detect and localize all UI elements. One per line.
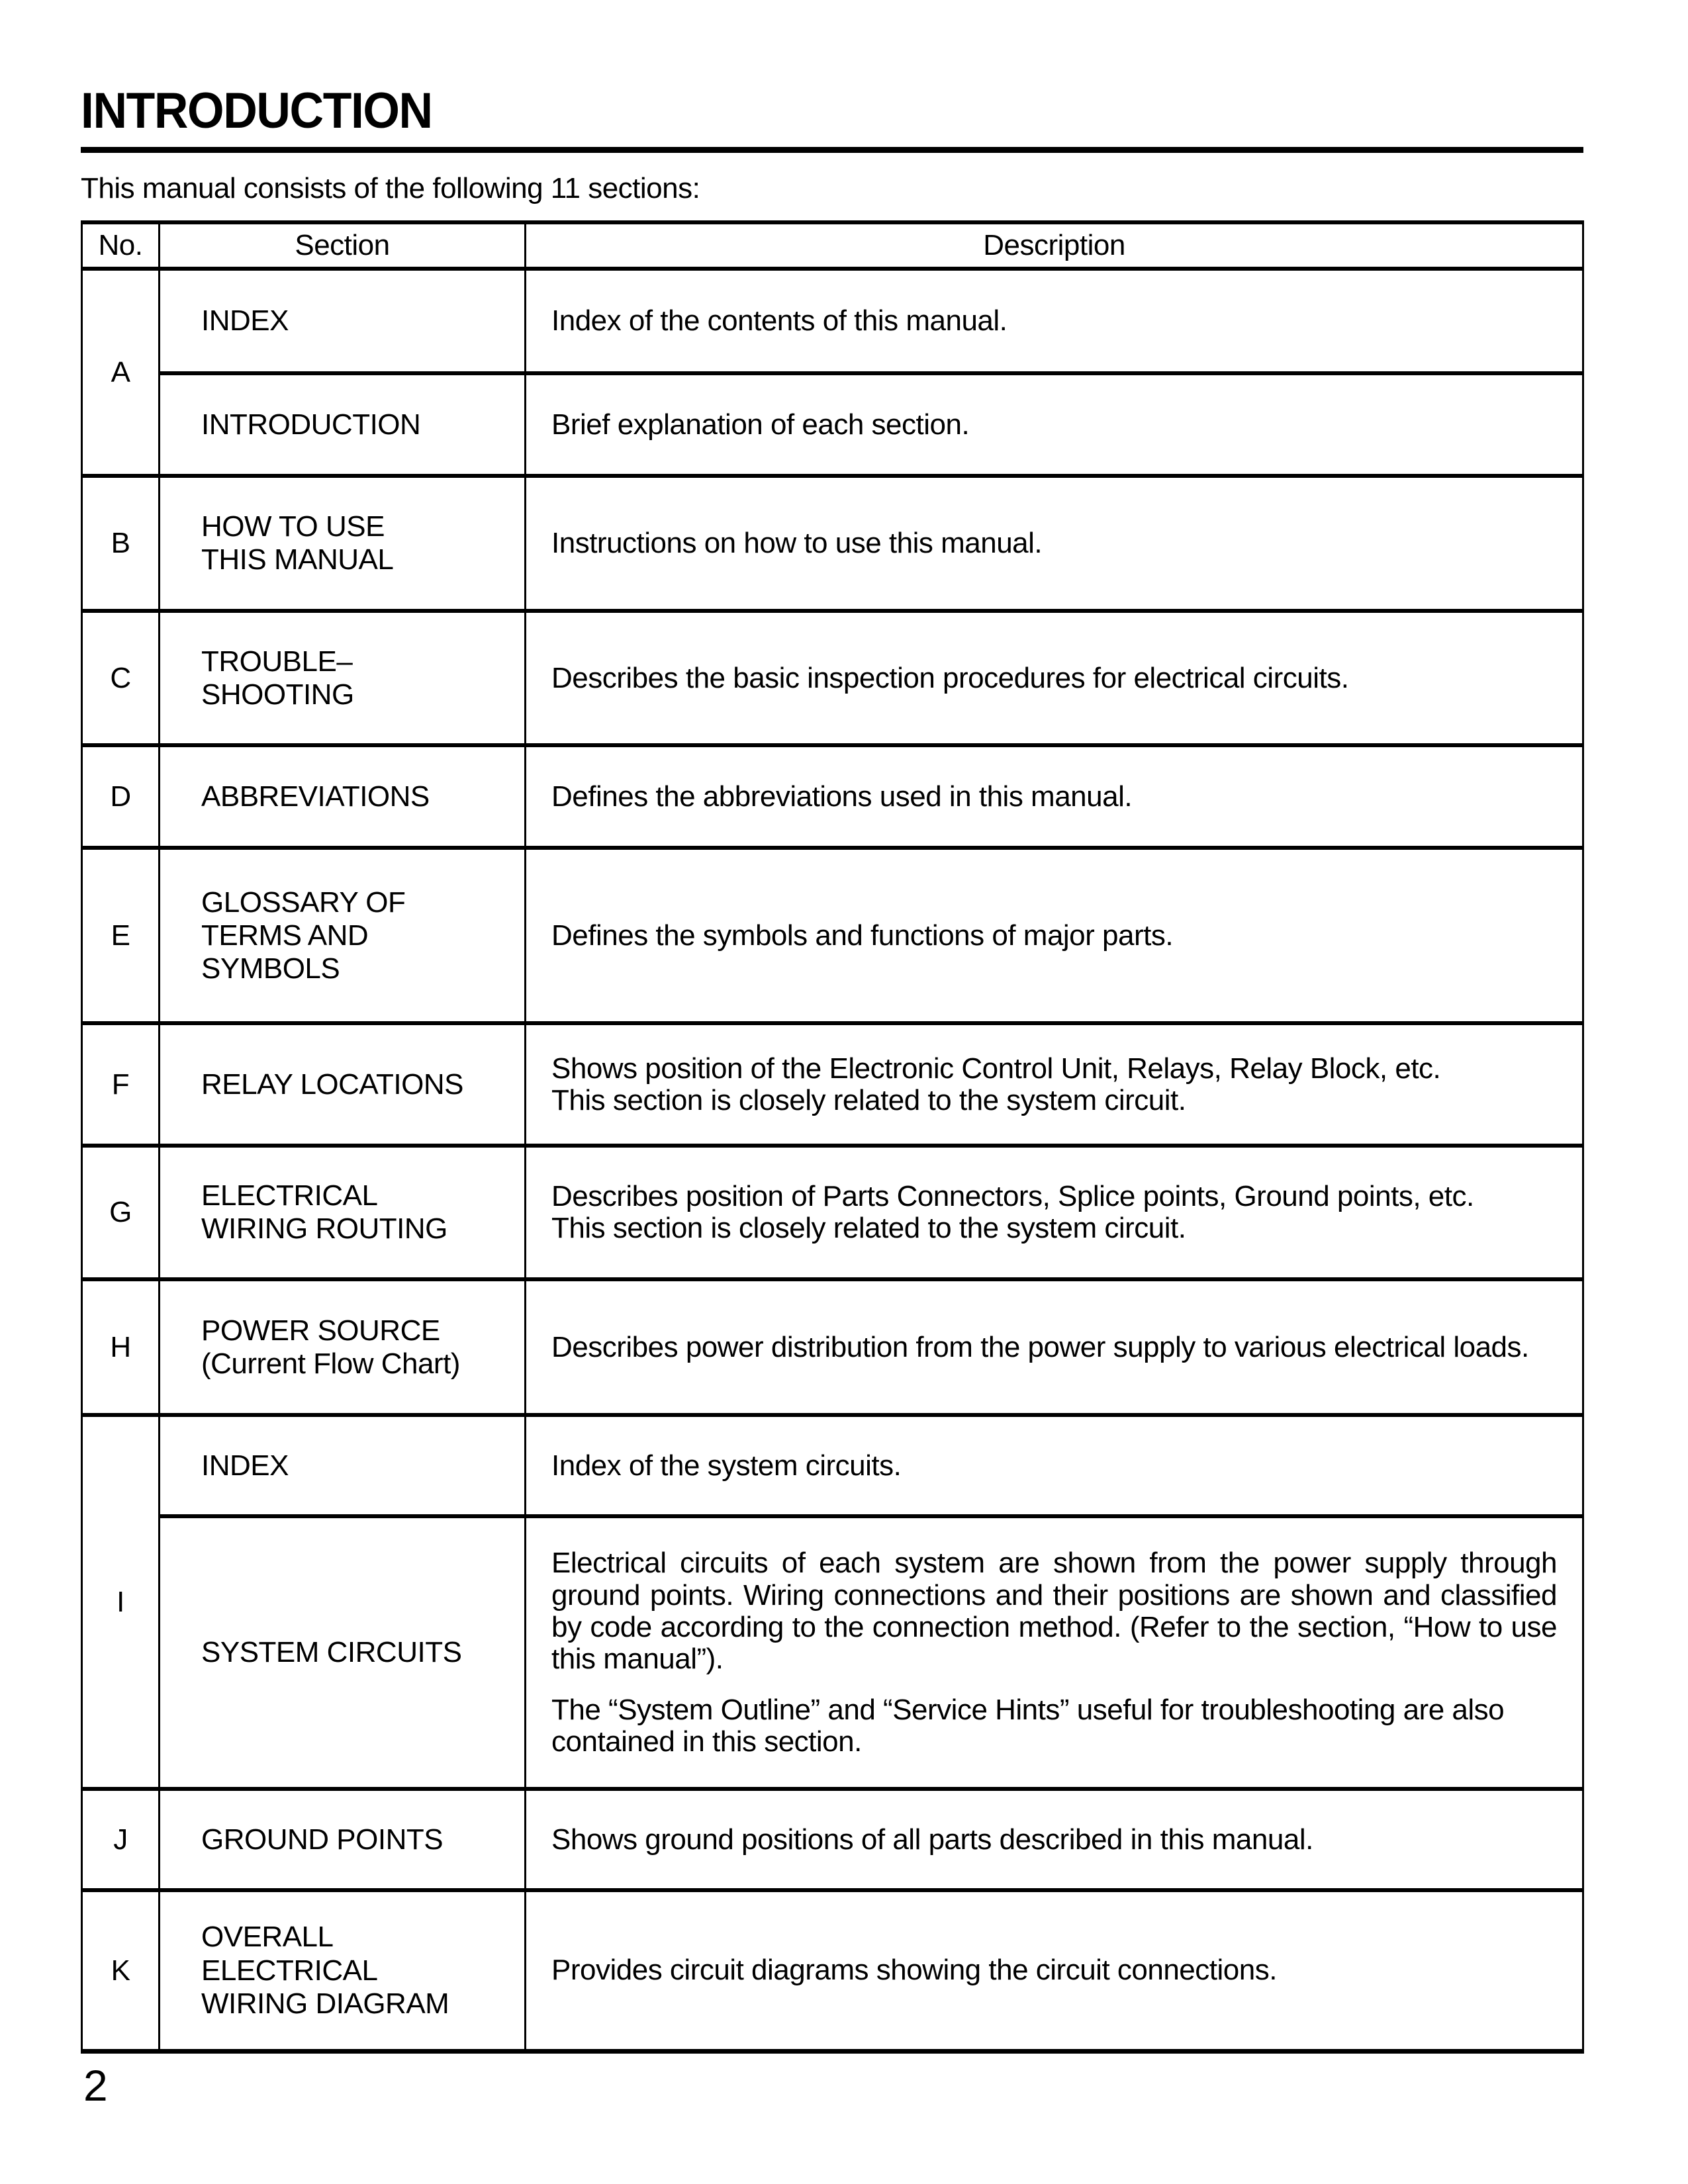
- page-number: 2: [83, 2061, 108, 2110]
- table-row-c: [82, 611, 1583, 745]
- intro-text: This manual consists of the following 11 sections:: [81, 172, 700, 205]
- section-name: INDEX: [160, 1415, 526, 1516]
- section-name: POWER SOURCE (Current Flow Chart): [160, 1279, 526, 1415]
- section-name: INTRODUCTION: [160, 373, 526, 476]
- section-name: HOW TO USE THIS MANUAL: [160, 476, 526, 611]
- section-name: RELAY LOCATIONS: [160, 1023, 526, 1146]
- col-header-no: No.: [82, 222, 160, 269]
- section-name: ABBREVIATIONS: [160, 745, 526, 848]
- section-name: GLOSSARY OF TERMS AND SYMBOLS: [160, 848, 526, 1023]
- table-row-f: [82, 1023, 1583, 1146]
- section-description: Shows ground positions of all parts described in this manual.: [526, 1789, 1583, 1890]
- col-header-section: Section: [160, 222, 526, 269]
- row-letter: F: [82, 1023, 160, 1146]
- row-letter: I: [82, 1415, 160, 1789]
- section-name: INDEX: [160, 269, 526, 373]
- table-row-i-system-circuits: [82, 1516, 1583, 1789]
- row-letter: E: [82, 848, 160, 1023]
- page-title: INTRODUCTION: [81, 83, 432, 139]
- row-letter: A: [82, 269, 160, 476]
- section-description: Index of the contents of this manual.: [526, 269, 1583, 373]
- table-row-i-index: [82, 1415, 1583, 1516]
- section-description: Describes position of Parts Connectors, Splice points, Ground points, etc. This section is closely related to the system circuit.: [526, 1146, 1583, 1279]
- title-rule: [81, 147, 1583, 153]
- table-row-a-index: [82, 269, 1583, 373]
- col-header-description: Description: [526, 222, 1583, 269]
- table-row-e: [82, 848, 1583, 1023]
- sections-table: [81, 220, 1584, 2054]
- section-description: Provides circuit diagrams showing the circuit connections.: [526, 1890, 1583, 2051]
- section-description: Defines the abbreviations used in this manual.: [526, 745, 1583, 848]
- table-row-h: [82, 1279, 1583, 1415]
- row-letter: B: [82, 476, 160, 611]
- table-row-j: [82, 1789, 1583, 1890]
- section-description: Describes the basic inspection procedures for electrical circuits.: [526, 611, 1583, 745]
- section-description: Shows position of the Electronic Control Unit, Relays, Relay Block, etc. This section is closely related to the system circuit.: [526, 1023, 1583, 1146]
- table-row-k: [82, 1890, 1583, 2051]
- table-row-a-introduction: [82, 373, 1583, 476]
- section-name: OVERALL ELECTRICAL WIRING DIAGRAM: [160, 1890, 526, 2051]
- section-name: SYSTEM CIRCUITS: [160, 1516, 526, 1789]
- section-name: ELECTRICAL WIRING ROUTING: [160, 1146, 526, 1279]
- table-row-g: [82, 1146, 1583, 1279]
- row-letter: G: [82, 1146, 160, 1279]
- table-header-row: [82, 222, 1583, 269]
- section-description: Brief explanation of each section.: [526, 373, 1583, 476]
- row-letter: H: [82, 1279, 160, 1415]
- row-letter: J: [82, 1789, 160, 1890]
- section-description: Index of the system circuits.: [526, 1415, 1583, 1516]
- row-letter: C: [82, 611, 160, 745]
- table-row-b: [82, 476, 1583, 611]
- section-description: Defines the symbols and functions of major parts.: [526, 848, 1583, 1023]
- section-name: TROUBLE– SHOOTING: [160, 611, 526, 745]
- table-row-d: [82, 745, 1583, 848]
- section-description: Describes power distribution from the power supply to various electrical loads.: [526, 1279, 1583, 1415]
- section-name: GROUND POINTS: [160, 1789, 526, 1890]
- section-description: Electrical circuits of each system are shown from the power supply through ground points. Wiring connections and their positions are shown and classified by code according to the connection method. (Refer to the section, “How to use this manual”). The “System Outline” and “Service Hints” useful for troubleshooting are also contained in this section.: [526, 1516, 1583, 1789]
- section-description: Instructions on how to use this manual.: [526, 476, 1583, 611]
- row-letter: K: [82, 1890, 160, 2051]
- row-letter: D: [82, 745, 160, 848]
